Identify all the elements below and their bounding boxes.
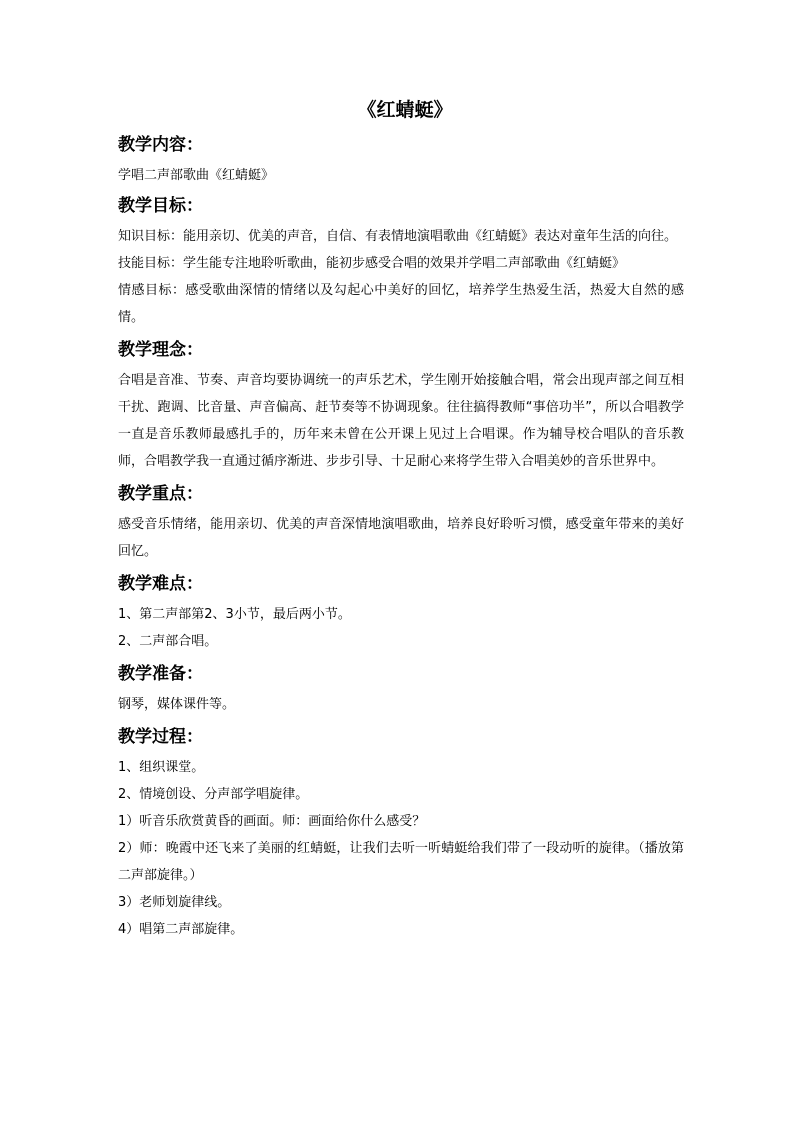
section-heading: 教学理念：	[118, 340, 203, 360]
section-heading: 教学目标：	[118, 196, 203, 216]
section-heading: 教学难点：	[118, 574, 203, 594]
paragraph: 合唱是音准、节奏、声音均要协调统一的声乐艺术，学生刚开始接触合唱，常会出现声部之间互相干扰、跑调、比音量、声音偏高、赶节奏等不协调现象。往往搞得教师“事倍功半”，所以合唱教学一直是音乐教师最感扎手的，历年来未曾在公开课上见过上合唱课。作为辅导校合唱队的音乐教师，合唱教学我一直通过循序渐进、步步引导、十足耐心来将学生带入合唱美妙的音乐世界中。	[118, 373, 684, 469]
paragraph: 钢琴，媒体课件等。	[118, 697, 236, 712]
paragraph: 1、第二声部第2、3小节，最后两小节。	[118, 607, 351, 622]
document-page	[118, 96, 684, 943]
section-heading: 教学准备：	[118, 664, 203, 684]
section-heading: 教学过程：	[118, 727, 203, 747]
paragraph: 学唱二声部歌曲《红蜻蜓》	[118, 168, 275, 183]
paragraph: 情感目标：感受歌曲深情的情绪以及勾起心中美好的回忆，培养学生热爱生活，热爱大自然的感情。	[118, 283, 684, 325]
section-teaching-concept	[118, 337, 684, 475]
paragraph: 2、二声部合唱。	[118, 634, 218, 649]
paragraph: 2、情境创设、分声部学唱旋律。	[118, 787, 309, 802]
paragraph: 1）听音乐欣赏黄昏的画面。师：画面给你什么感受？	[118, 814, 426, 829]
paragraph: 1、组织课堂。	[118, 760, 205, 775]
section-preparation	[118, 661, 684, 718]
section-difficulties	[118, 571, 684, 655]
paragraph: 技能目标：学生能专注地聆听歌曲，能初步感受合唱的效果并学唱二声部歌曲《红蜻蜓》	[118, 256, 626, 271]
paragraph: 知识目标：能用亲切、优美的声音，自信、有表情地演唱歌曲《红蜻蜓》表达对童年生活的向往。	[118, 229, 678, 244]
section-key-points	[118, 481, 684, 565]
section-heading: 教学重点：	[118, 484, 203, 504]
paragraph: 3）老师划旋律线。	[118, 895, 231, 910]
section-teaching-goals	[118, 193, 684, 331]
section-teaching-process	[118, 724, 684, 943]
section-teaching-content	[118, 132, 684, 189]
paragraph: 4）唱第二声部旋律。	[118, 922, 244, 937]
section-heading: 教学内容：	[118, 135, 203, 155]
document-title: 《红蜻蜓》	[357, 99, 453, 121]
paragraph: 感受音乐情绪，能用亲切、优美的声音深情地演唱歌曲，培养良好聆听习惯，感受童年带来的美好回忆。	[118, 517, 684, 559]
paragraph: 2）师：晚霞中还飞来了美丽的红蜻蜓，让我们去听一听蜻蜓给我们带了一段动听的旋律。（播放第二声部旋律。）	[118, 841, 684, 883]
